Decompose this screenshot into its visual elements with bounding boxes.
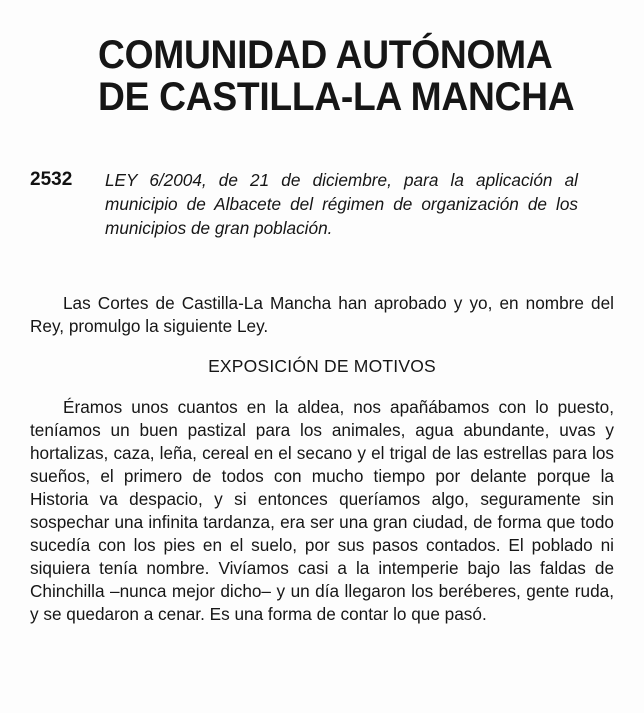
promulgation-paragraph: Las Cortes de Castilla-La Mancha han aprobado y yo, en nombre del Rey, promulgo la siguiente Ley. — [30, 293, 614, 336]
law-entry-number: 2532 — [30, 169, 73, 190]
masthead-line-1: COMUNIDAD AUTÓNOMA — [98, 33, 553, 77]
law-entry-title: LEY 6/2004, de 21 de diciembre, para la aplicación al municipio de Albacete del régimen de organización de los municipios de gran población. — [105, 170, 578, 238]
section-heading-exposicion-de-motivos: EXPOSICIÓN DE MOTIVOS — [208, 356, 436, 376]
law-entry — [0, 168, 644, 240]
masthead-line-2: DE CASTILLA-LA MANCHA — [98, 75, 575, 119]
body-paragraph: Éramos unos cuantos en la aldea, nos apañábamos con lo puesto, teníamos un buen pastizal para los animales, agua abundante, uvas y hortalizas, caza, leña, cereal en el secano y el trigal de las estrellas para los sueños, el primero de todos con mucho tiempo por delante porque la Historia va despacio, y si entonces queríamos algo, seguramente sin sospechar una infinita tardanza, era ser una gran ciudad, de forma que todo sucedía con los pies en el suelo, por sus pasos contados. El poblado ni siquiera tenía nombre. Vivíamos casi a la intemperie bajo las faldas de Chinchilla –nunca mejor dicho– y un día llegaron los beréberes, gente ruda, y se quedaron a cenar. Es una forma de contar lo que pasó. — [30, 397, 614, 624]
masthead — [98, 34, 618, 118]
